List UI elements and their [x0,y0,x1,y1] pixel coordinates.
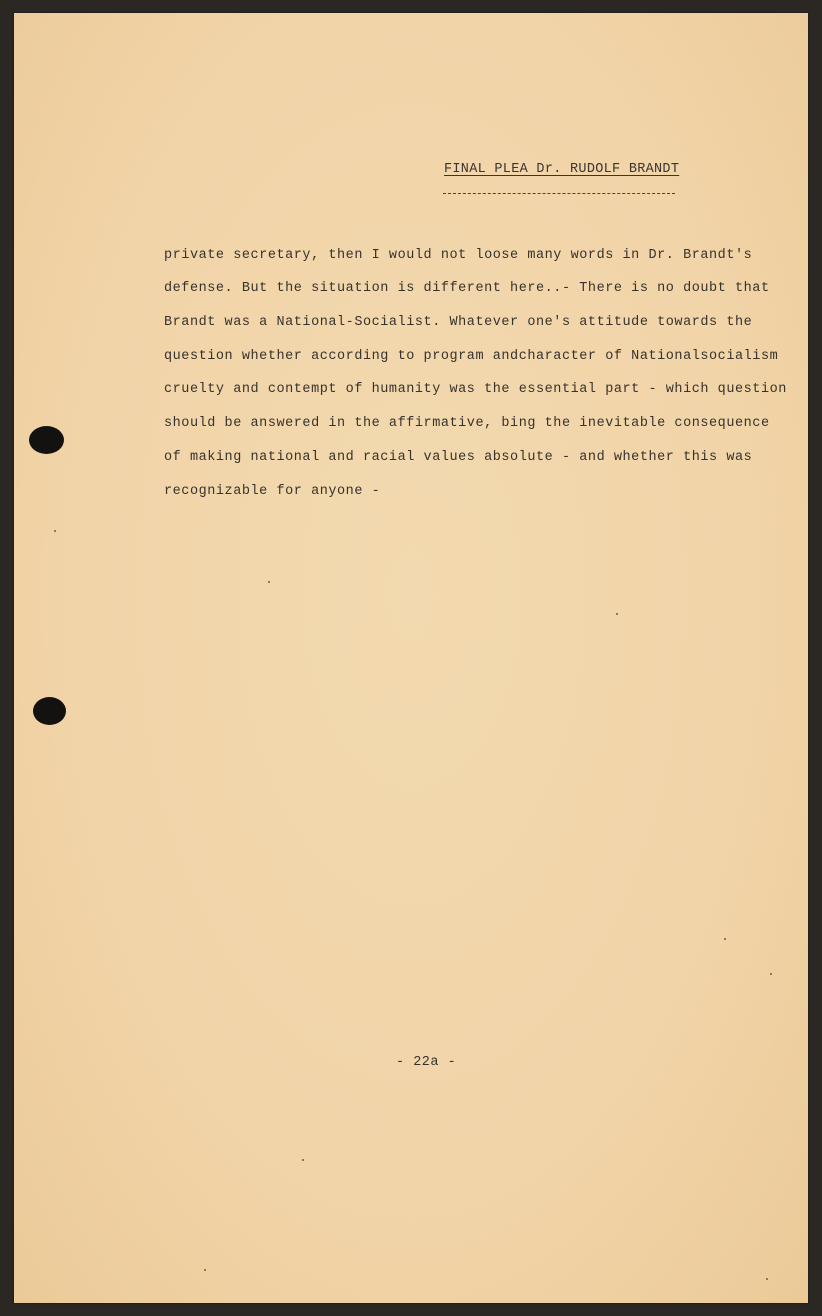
body-text-line: should be answered in the affirmative, bing the inevitable consequence [164,416,770,431]
paper-speck [268,581,270,583]
body-text-line: Brandt was a National-Socialist. Whatever one's attitude towards the [164,315,753,330]
paper-speck [616,613,618,615]
paper-speck [770,973,772,975]
page-number: - 22a - [396,1055,457,1070]
body-text-line: cruelty and contempt of humanity was the essential part - which question [164,382,787,397]
body-text-line: question whether according to program andcharacter of Nationalsocialism [164,349,779,364]
body-text-line: defense. But the situation is different here..- There is no doubt that [164,281,770,296]
body-text-line: of making national and racial values absolute - and whether this was [164,450,753,465]
header-underline-divider [443,193,675,194]
punch-hole-upper [29,426,64,454]
paper-speck [302,1159,304,1161]
paper-speck [724,938,726,940]
document-page [14,13,808,1303]
paper-speck [766,1278,768,1280]
document-header-title: FINAL PLEA Dr. RUDOLF BRANDT [444,162,680,177]
punch-hole-lower [33,697,66,725]
body-text-line: private secretary, then I would not loose many words in Dr. Brandt's [164,248,753,263]
paper-speck [54,530,56,532]
paper-speck [204,1269,206,1271]
body-text-line: recognizable for anyone - [164,484,381,499]
